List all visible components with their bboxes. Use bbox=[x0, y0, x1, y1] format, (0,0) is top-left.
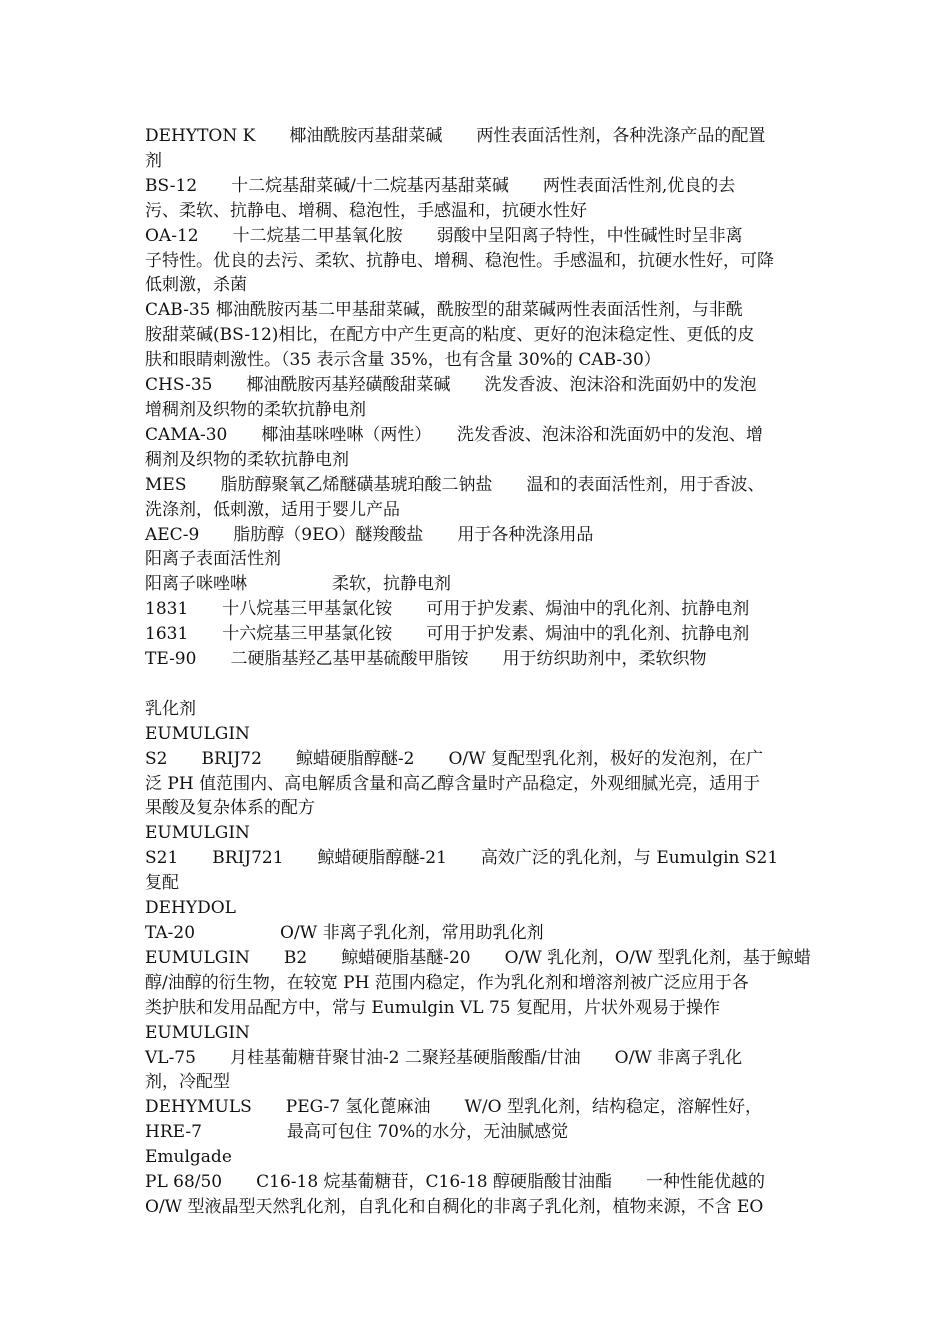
text-line: TE-90 二硬脂基羟乙基甲基硫酸甲脂铵 用于纺织助剂中，柔软织物 bbox=[145, 649, 707, 670]
text-line: EUMULGIN B2 鲸蜡硬脂基醚-20 O/W 乳化剂，O/W 型乳化剂，基于鲸蜡 bbox=[145, 947, 811, 968]
text-line: 洗涤剂，低刺激，适用于婴儿产品 bbox=[145, 499, 400, 520]
text-line: CHS-35 椰油酰胺丙基羟磺酸甜菜碱 洗发香波、泡沫浴和洗面奶中的发泡 bbox=[145, 375, 757, 396]
text-line: 肤和眼睛刺激性。（35 表示含量 35%，也有含量 30%的 CAB-30） bbox=[145, 350, 661, 371]
text-line: TA-20 O/W 非离子乳化剂，常用助乳化剂 bbox=[145, 922, 544, 943]
text-line: 1831 十八烷基三甲基氯化铵 可用于护发素、焗油中的乳化剂、抗静电剂 bbox=[145, 599, 750, 620]
document-body bbox=[145, 124, 817, 1220]
text-line: Emulgade bbox=[145, 1147, 232, 1168]
text-line: O/W 型液晶型天然乳化剂，自乳化和自稠化的非离子乳化剂，植物来源，不含 EO bbox=[145, 1196, 764, 1217]
text-line: 胺甜菜碱(BS-12)相比，在配方中产生更高的粘度、更好的泡沫稳定性、更低的皮 bbox=[145, 325, 755, 346]
text-line: DEHYTON K 椰油酰胺丙基甜菜碱 两性表面活性剂，各种洗涤产品的配置 bbox=[145, 126, 766, 146]
text-line: VL-75 月桂基葡糖苷聚甘油-2 二聚羟基硬脂酸酯/甘油 O/W 非离子乳化 bbox=[145, 1047, 743, 1068]
text-line: S21 BRIJ721 鲸蜡硬脂醇醚-21 高效广泛的乳化剂，与 Eumulgin S21 bbox=[145, 848, 779, 869]
text-line: 乳化剂 bbox=[145, 698, 196, 719]
text-line: 类护肤和发用品配方中，常与 Eumulgin VL 75 复配用，片状外观易于操作 bbox=[145, 997, 720, 1018]
text-line: 1631 十六烷基三甲基氯化铵 可用于护发素、焗油中的乳化剂、抗静电剂 bbox=[145, 624, 750, 645]
text-line: PL 68/50 C16-18 烷基葡糖苷，C16-18 醇硬脂酸甘油酯 一种性能优越的 bbox=[145, 1172, 765, 1193]
text-line: HRE-7 最高可包住 70%的水分，无油腻感觉 bbox=[145, 1122, 569, 1143]
text-line: 阳离子表面活性剂 bbox=[145, 549, 281, 570]
text-line: EUMULGIN bbox=[145, 1022, 250, 1043]
text-line: MES 脂肪醇聚氧乙烯醚磺基琥珀酸二钠盐 温和的表面活性剂，用于香波、 bbox=[145, 474, 765, 495]
text-line: DEHYDOL bbox=[145, 898, 236, 919]
blank-line bbox=[145, 672, 817, 697]
text-line: 果酸及复杂体系的配方 bbox=[145, 798, 315, 819]
text-line: OA-12 十二烷基二甲基氧化胺 弱酸中呈阳离子特性，中性碱性时呈非离 bbox=[145, 225, 743, 246]
text-line: EUMULGIN bbox=[145, 723, 250, 744]
text-line: 剂 bbox=[145, 150, 162, 171]
text-line: 复配 bbox=[145, 873, 179, 894]
text-line: 污、柔软、抗静电、增稠、稳泡性，手感温和，抗硬水性好 bbox=[145, 200, 587, 221]
text-line: CAB-35 椰油酰胺丙基二甲基甜菜碱，酰胺型的甜菜碱两性表面活性剂，与非酰 bbox=[145, 300, 743, 321]
text-line: EUMULGIN bbox=[145, 823, 250, 844]
text-line: 增稠剂及织物的柔软抗静电剂 bbox=[145, 399, 366, 420]
text-line: DEHYMULS PEG-7 氢化蓖麻油 W/O 型乳化剂，结构稳定，溶解性好， bbox=[145, 1097, 763, 1118]
text-line: 低刺激，杀菌 bbox=[145, 275, 247, 296]
text-line: 稠剂及织物的柔软抗静电剂 bbox=[145, 449, 349, 470]
text-line: BS-12 十二烷基甜菜碱/十二烷基丙基甜菜碱 两性表面活性剂,优良的去 bbox=[145, 175, 736, 196]
text-line: CAMA-30 椰油基咪唑啉（两性） 洗发香波、泡沫浴和洗面奶中的发泡、增 bbox=[145, 424, 763, 445]
text-line: AEC-9 脂肪醇（9EO）醚羧酸盐 用于各种洗涤用品 bbox=[145, 524, 594, 545]
text-line: 泛 PH 值范围内、高电解质含量和高乙醇含量时产品稳定，外观细腻光亮，适用于 bbox=[145, 773, 761, 794]
text-line: S2 BRIJ72 鲸蜡硬脂醇醚-2 O/W 复配型乳化剂，极好的发泡剂，在广 bbox=[145, 748, 764, 769]
text-line: 醇/油醇的衍生物，在较宽 PH 范围内稳定，作为乳化剂和增溶剂被广泛应用于各 bbox=[145, 972, 749, 993]
text-line: 剂，冷配型 bbox=[145, 1072, 230, 1093]
text-line: 阳离子咪唑啉 柔软，抗静电剂 bbox=[145, 574, 451, 595]
text-line: 子特性。优良的去污、柔软、抗静电、增稠、稳泡性。手感温和，抗硬水性好，可降 bbox=[145, 250, 774, 271]
